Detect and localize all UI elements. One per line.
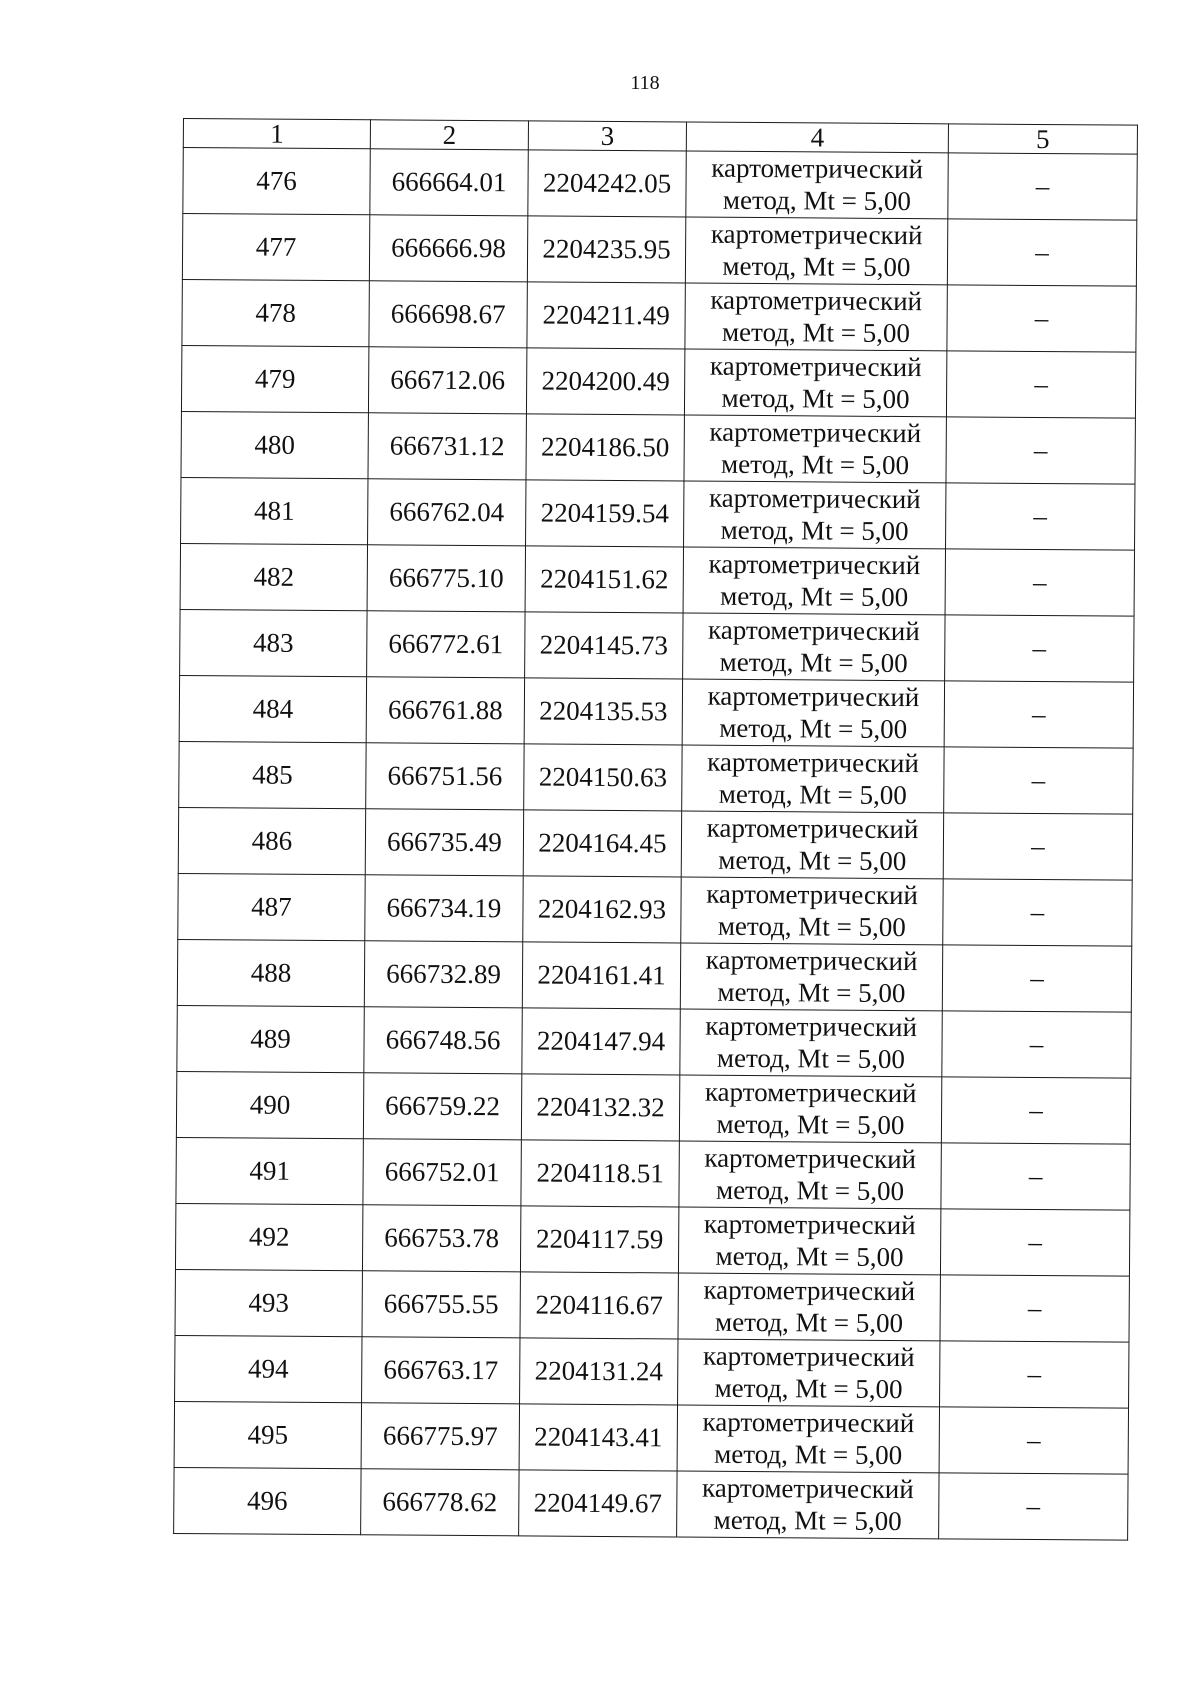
point-number-cell: 484: [179, 675, 366, 742]
point-number-cell: 493: [175, 1269, 362, 1336]
y-coordinate-cell: 2204116.67: [520, 1272, 678, 1339]
table-row: [182, 279, 1136, 352]
table-row: [175, 1269, 1129, 1342]
method-line-2: метод, Mt = 5,00: [716, 1108, 905, 1140]
coordinates-table: [173, 118, 1138, 1541]
method-line-2: метод, Mt = 5,00: [721, 382, 910, 414]
x-coordinate-cell: 666748.56: [364, 1007, 522, 1074]
x-coordinate-cell: 666753.78: [362, 1205, 520, 1272]
method-cell: [685, 283, 947, 351]
method-cell: [684, 415, 946, 483]
method-line-1: картометрический: [703, 1209, 916, 1241]
method-line-2: метод, Mt = 5,00: [714, 1372, 903, 1404]
method-line-2: метод, Mt = 5,00: [718, 778, 907, 810]
method-line-2: метод, Mt = 5,00: [722, 250, 911, 282]
note-cell: –: [942, 1011, 1131, 1078]
method-line-1: картометрический: [709, 351, 922, 383]
method-line-1: картометрический: [711, 153, 924, 185]
x-coordinate-cell: 666751.56: [366, 743, 524, 810]
table-row: [178, 807, 1132, 880]
method-cell: [681, 877, 943, 945]
point-number-cell: 496: [174, 1467, 361, 1534]
method-cell: [682, 745, 944, 813]
point-number-cell: 482: [180, 543, 367, 610]
table-body: [174, 148, 1138, 1541]
note-cell: –: [946, 483, 1135, 550]
point-number-cell: 495: [174, 1401, 361, 1468]
method-cell: [678, 1207, 940, 1275]
note-cell: –: [943, 879, 1132, 946]
method-line-2: метод, Mt = 5,00: [715, 1306, 904, 1338]
method-line-1: картометрический: [708, 615, 920, 647]
y-coordinate-cell: 2204242.05: [528, 150, 686, 217]
x-coordinate-cell: 666775.97: [361, 1403, 519, 1470]
x-coordinate-cell: 666732.89: [364, 941, 522, 1008]
note-cell: –: [946, 417, 1135, 484]
point-number-cell: 488: [177, 939, 364, 1006]
table-row: [180, 609, 1134, 682]
note-cell: –: [948, 153, 1137, 220]
point-number-cell: 487: [178, 873, 365, 940]
header-col-5: 5: [948, 124, 1137, 154]
method-cell: [686, 151, 948, 219]
y-coordinate-cell: 2204135.53: [524, 678, 682, 745]
method-line-1: картометрический: [706, 879, 919, 911]
table-row: [176, 1137, 1130, 1210]
x-coordinate-cell: 666755.55: [362, 1271, 520, 1338]
method-line-2: метод, Mt = 5,00: [715, 1174, 905, 1206]
note-cell: –: [945, 615, 1134, 682]
method-cell: [680, 1009, 942, 1077]
method-line-1: картометрический: [705, 945, 918, 977]
method-line-2: метод, Mt = 5,00: [718, 844, 907, 876]
point-number-cell: 489: [177, 1005, 364, 1072]
y-coordinate-cell: 2204131.24: [520, 1338, 678, 1405]
y-coordinate-cell: 2204149.67: [519, 1470, 677, 1537]
header-col-3: 3: [528, 121, 686, 151]
table-row: [175, 1335, 1129, 1408]
table-row: [177, 939, 1131, 1012]
x-coordinate-cell: 666731.12: [368, 413, 526, 480]
x-coordinate-cell: 666698.67: [369, 281, 527, 348]
y-coordinate-cell: 2204235.95: [527, 216, 685, 283]
method-cell: [677, 1471, 939, 1539]
table-row: [181, 477, 1135, 550]
x-coordinate-cell: 666759.22: [363, 1073, 521, 1140]
note-cell: –: [941, 1077, 1130, 1144]
method-line-1: картометрический: [710, 219, 923, 251]
table-row: [179, 741, 1133, 814]
point-number-cell: 477: [182, 214, 369, 281]
method-line-1: картометрический: [703, 1275, 916, 1307]
note-cell: –: [945, 549, 1134, 616]
method-cell: [681, 811, 943, 879]
method-line-1: картометрический: [705, 1011, 918, 1043]
table-row: [180, 543, 1134, 616]
method-line-1: картометрический: [709, 417, 922, 449]
method-line-2: метод, Mt = 5,00: [716, 1042, 906, 1074]
point-number-cell: 480: [181, 411, 368, 478]
y-coordinate-cell: 2204117.59: [520, 1206, 678, 1273]
x-coordinate-cell: 666761.88: [366, 677, 524, 744]
note-cell: –: [942, 945, 1131, 1012]
method-line-1: картометрический: [706, 813, 919, 845]
y-coordinate-cell: 2204147.94: [522, 1008, 680, 1075]
point-number-cell: 481: [181, 477, 368, 544]
x-coordinate-cell: 666772.61: [367, 611, 525, 678]
x-coordinate-cell: 666664.01: [370, 149, 528, 216]
point-number-cell: 483: [180, 609, 367, 676]
note-cell: –: [944, 747, 1133, 814]
method-line-1: картометрический: [702, 1473, 914, 1505]
x-coordinate-cell: 666734.19: [365, 875, 523, 942]
page-number: 118: [630, 72, 660, 94]
method-cell: [682, 679, 944, 747]
method-cell: [683, 613, 945, 681]
y-coordinate-cell: 2204150.63: [524, 744, 682, 811]
method-line-1: картометрический: [707, 681, 920, 713]
note-cell: –: [947, 219, 1136, 286]
x-coordinate-cell: 666735.49: [365, 809, 523, 876]
method-line-1: картометрический: [708, 549, 921, 581]
table-row: [182, 214, 1136, 287]
method-cell: [680, 943, 942, 1011]
method-line-2: метод, Mt = 5,00: [719, 712, 908, 744]
method-line-2: метод, Mt = 5,00: [721, 448, 910, 480]
table-row: [175, 1203, 1129, 1276]
y-coordinate-cell: 2204118.51: [521, 1140, 679, 1207]
point-number-cell: 485: [179, 741, 366, 808]
x-coordinate-cell: 666712.06: [368, 347, 526, 414]
method-line-1: картометрический: [707, 747, 919, 779]
note-cell: –: [940, 1341, 1129, 1408]
method-line-2: метод, Mt = 5,00: [717, 976, 906, 1008]
method-line-1: картометрический: [710, 285, 923, 317]
table-row: [177, 1005, 1131, 1078]
header-col-2: 2: [370, 120, 528, 150]
point-number-cell: 491: [176, 1137, 363, 1204]
point-number-cell: 492: [175, 1203, 362, 1270]
method-cell: [683, 547, 945, 615]
x-coordinate-cell: 666763.17: [362, 1337, 520, 1404]
x-coordinate-cell: 666666.98: [369, 215, 527, 282]
header-col-1: 1: [183, 119, 370, 149]
y-coordinate-cell: 2204164.45: [523, 810, 681, 877]
table-row: [174, 1401, 1128, 1474]
y-coordinate-cell: 2204132.32: [521, 1074, 679, 1141]
y-coordinate-cell: 2204159.54: [526, 480, 684, 547]
method-cell: [684, 349, 946, 417]
method-line-2: метод, Mt = 5,00: [715, 1240, 904, 1272]
note-cell: –: [940, 1275, 1129, 1342]
method-cell: [679, 1141, 941, 1209]
method-cell: [678, 1339, 940, 1407]
x-coordinate-cell: 666752.01: [363, 1139, 521, 1206]
header-col-4: 4: [686, 122, 948, 153]
method-line-2: метод, Mt = 5,00: [713, 1504, 902, 1536]
y-coordinate-cell: 2204145.73: [525, 612, 683, 679]
method-line-2: метод, Mt = 5,00: [720, 580, 909, 612]
x-coordinate-cell: 666778.62: [361, 1469, 519, 1536]
point-number-cell: 478: [182, 279, 369, 346]
note-cell: –: [943, 813, 1132, 880]
note-cell: –: [946, 351, 1135, 418]
y-coordinate-cell: 2204162.93: [523, 876, 681, 943]
method-line-2: метод, Mt = 5,00: [720, 514, 909, 546]
table-row: [181, 411, 1135, 484]
method-line-1: картометрический: [704, 1143, 917, 1175]
table-row: [181, 345, 1135, 418]
method-line-1: картометрический: [702, 1341, 915, 1373]
table-row: [178, 873, 1132, 946]
method-line-2: метод, Mt = 5,00: [721, 316, 911, 348]
note-cell: –: [939, 1473, 1128, 1540]
method-cell: [679, 1075, 941, 1143]
y-coordinate-cell: 2204200.49: [526, 348, 684, 415]
method-line-1: картометрический: [702, 1407, 915, 1439]
note-cell: –: [944, 681, 1133, 748]
table-row: [183, 148, 1137, 221]
method-cell: [677, 1405, 939, 1473]
y-coordinate-cell: 2204151.62: [525, 546, 683, 613]
point-number-cell: 490: [176, 1071, 363, 1138]
point-number-cell: 494: [175, 1335, 362, 1402]
method-line-1: картометрический: [704, 1077, 917, 1109]
x-coordinate-cell: 666762.04: [368, 479, 526, 546]
y-coordinate-cell: 2204161.41: [522, 942, 680, 1009]
y-coordinate-cell: 2204211.49: [527, 282, 685, 349]
note-cell: –: [941, 1143, 1130, 1210]
note-cell: –: [947, 285, 1136, 352]
point-number-cell: 486: [178, 807, 365, 874]
table-row: [179, 675, 1133, 748]
y-coordinate-cell: 2204186.50: [526, 414, 684, 481]
table-row: [176, 1071, 1130, 1144]
table-row: [174, 1467, 1128, 1540]
method-cell: [684, 481, 946, 549]
method-line-2: метод, Mt = 5,00: [717, 910, 906, 942]
x-coordinate-cell: 666775.10: [367, 545, 525, 612]
method-line-1: картометрический: [708, 483, 921, 515]
point-number-cell: 479: [181, 345, 368, 412]
method-line-2: метод, Mt = 5,00: [714, 1438, 903, 1470]
note-cell: –: [939, 1407, 1128, 1474]
method-line-2: метод, Mt = 5,00: [722, 184, 912, 216]
method-line-2: метод, Mt = 5,00: [719, 646, 908, 678]
method-cell: [685, 217, 947, 285]
y-coordinate-cell: 2204143.41: [519, 1404, 677, 1471]
note-cell: –: [940, 1209, 1129, 1276]
method-cell: [678, 1273, 940, 1341]
point-number-cell: 476: [183, 148, 370, 215]
